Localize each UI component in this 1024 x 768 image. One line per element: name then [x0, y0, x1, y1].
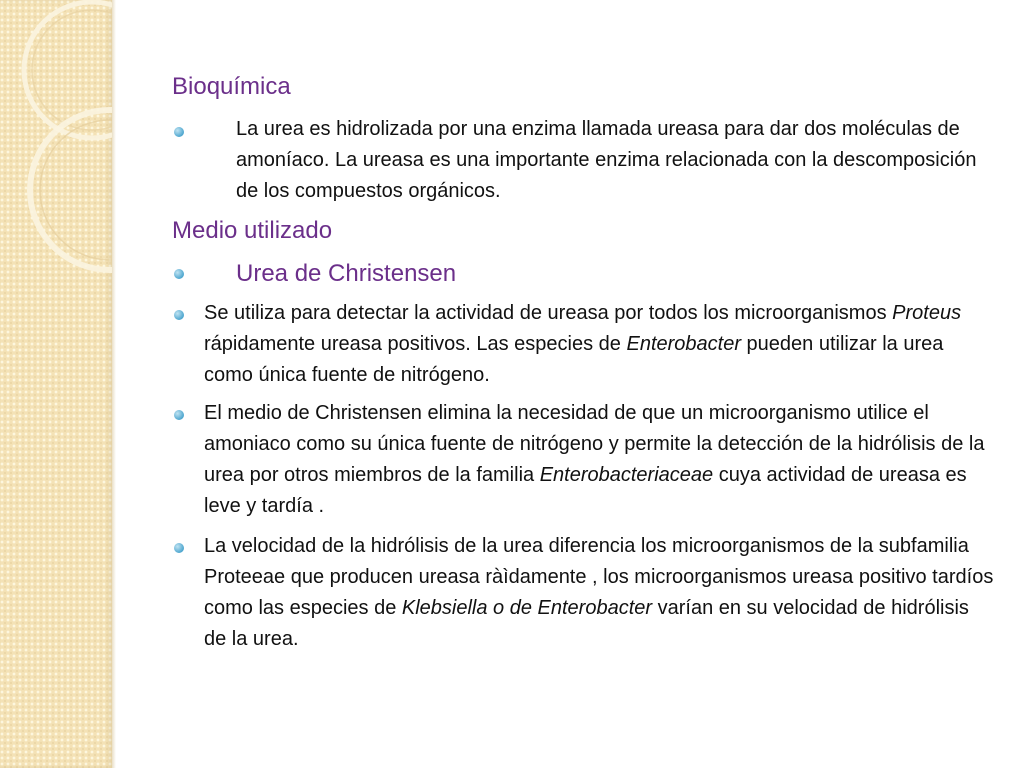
decorative-rings — [0, 0, 112, 768]
biochem-text: La urea es hidrolizada por una enzima llamada ureasa para dar dos moléculas de amoníaco. La ureasa es una importante enzima relacionada con la descomposición de los compuestos orgánicos. — [236, 118, 977, 202]
bullet-icon — [174, 310, 184, 320]
bullet-icon — [174, 543, 184, 553]
slide-edge — [112, 0, 116, 768]
biochem-heading: Bioquímica — [172, 73, 291, 100]
decorative-sidebar — [0, 0, 112, 768]
bullet-icon — [174, 127, 184, 137]
paragraph-proteus: Se utiliza para detectar la actividad de ureasa por todos los microorganismos Proteus rápidamente ureasa positivos. Las especies de Enterobacter pueden utilizar la urea como única fuente de nitrógeno. — [204, 302, 962, 386]
medium-heading: Medio utilizado — [172, 217, 333, 244]
bullet-icon — [174, 410, 184, 420]
bullet-icon — [174, 269, 184, 279]
medium-name: Urea de Christensen — [236, 260, 457, 287]
paragraph-christensen: El medio de Christensen elimina la necesidad de que un microorganismo utilice el amoniaco como su única fuente de nitrógeno y permite la detección de la hidrólisis de la urea por otros miembros de la familia Enterobacteriaceae cuya actividad de ureasa es leve y tardía . — [204, 402, 985, 517]
paragraph-proteeae: La velocidad de la hidrólisis de la urea diferencia los microorganismos de la subfamilia Proteeae que producen ureasa ràìdamente , los microorganismos ureasa positivo tardíos como las especies de Klebsiella o de Enterobacter varían en su velocidad de hidrólisis de la urea. — [204, 535, 994, 650]
